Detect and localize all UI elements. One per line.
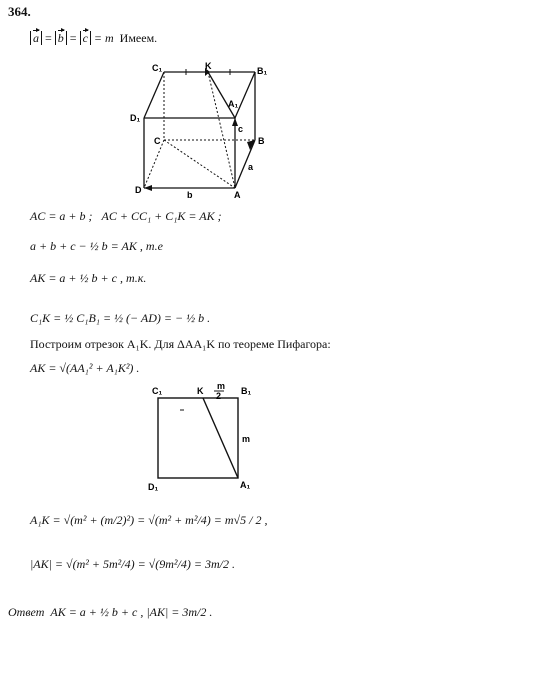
label-d: D bbox=[135, 185, 142, 195]
equation-1b: AC + CC₁ + C₁K = AK ; bbox=[101, 209, 222, 223]
formula-ak-length: |AK| = √(m² + 5m²/4) = √(9m²/4) = 3m/2 . bbox=[30, 557, 235, 571]
equation-line-2: a + b + c − ½ b = AK , т.е bbox=[30, 239, 163, 253]
square-face bbox=[158, 398, 238, 478]
sq-label-a1: A₁ bbox=[240, 480, 251, 490]
sq-label-c1: C₁ bbox=[152, 386, 163, 396]
label-vector-a: a bbox=[248, 162, 254, 172]
answer-word: Ответ bbox=[8, 605, 45, 619]
sq-label-d1: D₁ bbox=[148, 482, 159, 492]
equation-line-4: C₁K = ½ C₁B₁ = ½ (− AD) = − ½ b . bbox=[30, 311, 211, 325]
vector-a: a bbox=[33, 31, 39, 45]
label-vector-b: b bbox=[187, 190, 193, 200]
formula-a1k: A₁K = √(m² + (m/2)²) = √(m² + m²/4) = m√5 / 2 , bbox=[30, 513, 268, 527]
label-a: A bbox=[234, 190, 241, 200]
edge-d1-c1 bbox=[144, 72, 164, 118]
vector-b: b bbox=[57, 31, 64, 45]
cube-figure bbox=[130, 60, 280, 200]
hidden-edge-c-d bbox=[144, 140, 164, 188]
intro-equals-m: = m bbox=[93, 31, 114, 45]
equation-1a: AC = a + b ; bbox=[30, 209, 93, 223]
face-square-figure bbox=[140, 382, 270, 497]
intro-line: a = b = c = m Имеем. bbox=[30, 32, 157, 44]
sq-label-m-over-2-num: m bbox=[217, 382, 226, 391]
sq-label-b1: B₁ bbox=[241, 386, 252, 396]
answer-line bbox=[8, 606, 212, 618]
segment-k-a bbox=[208, 72, 235, 188]
answer-text: AK = a + ½ b + c , |AK| = 3m/2 . bbox=[50, 605, 213, 619]
segment-k-a1 bbox=[208, 72, 235, 118]
vector-c: c bbox=[82, 31, 88, 45]
problem-number: 364. bbox=[8, 4, 31, 19]
intro-word: Имеем. bbox=[119, 31, 158, 45]
label-b1: B₁ bbox=[257, 66, 268, 76]
sq-label-m: m bbox=[242, 434, 251, 444]
pythagoras-statement: Построим отрезок A₁K. Для ΔAA₁K по теореме Пифагора: bbox=[30, 337, 331, 351]
diagonal-c-a bbox=[164, 140, 235, 188]
label-vector-c: c bbox=[238, 124, 244, 134]
label-c1: C₁ bbox=[152, 63, 163, 73]
sq-label-m-over-2-den: 2 bbox=[216, 391, 222, 401]
equation-line-6: AK = √(AA₁² + A₁K²) . bbox=[30, 361, 140, 375]
sq-label-k: K bbox=[197, 386, 204, 396]
edge-b1-a1 bbox=[235, 72, 255, 118]
label-k: K bbox=[205, 61, 212, 71]
equation-line-1 bbox=[30, 210, 222, 222]
label-d1: D₁ bbox=[130, 113, 141, 123]
label-a1: A₁ bbox=[228, 99, 239, 109]
segment-k-a1 bbox=[203, 398, 238, 478]
label-c: C bbox=[154, 136, 161, 146]
label-b: B bbox=[258, 136, 265, 146]
equation-line-3: AK = a + ½ b + c , т.к. bbox=[30, 271, 147, 285]
